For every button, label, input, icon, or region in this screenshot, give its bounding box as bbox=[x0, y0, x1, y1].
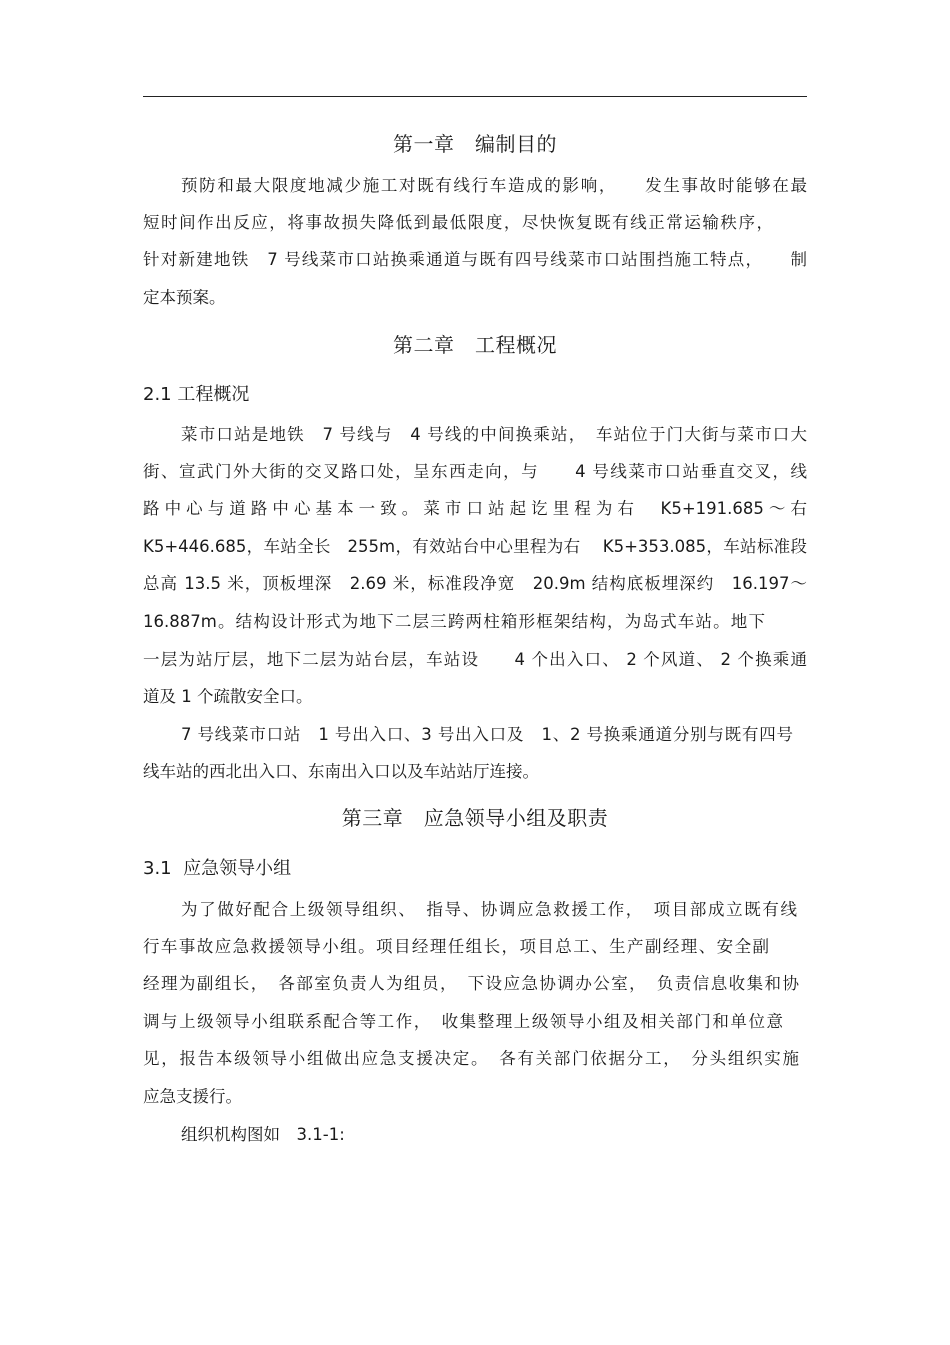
paragraph-line: 菜市口站是地铁 7 号线与 4 号线的中间换乘站， 车站位于门大街与菜市口大 bbox=[181, 425, 807, 444]
chapter-3-title: 第三章 应急领导小组及职责 bbox=[341, 806, 609, 830]
paragraph-line: 见，报告本级领导小组做出应急支援决定。 各有关部门依据分工， 分头组织实施 bbox=[143, 1049, 799, 1068]
header-rule bbox=[143, 96, 807, 97]
chapter-2-title: 第二章 工程概况 bbox=[393, 333, 557, 357]
paragraph-line: 一层为站厅层，地下二层为站台层，车站设 4 个出入口、 2 个风道、 2 个换乘通 bbox=[143, 650, 807, 669]
section-2-1-title: 2.1 工程概况 bbox=[143, 384, 250, 405]
paragraph-line: 道及 1 个疏散安全口。 bbox=[143, 687, 313, 706]
paragraph-line: 应急支援行。 bbox=[143, 1087, 242, 1106]
paragraph-line: 总高 13.5 米，顶板埋深 2.69 米，标准段净宽 20.9m 结构底板埋深约 16.197～ bbox=[143, 574, 807, 593]
section-3-1-title: 3.1 应急领导小组 bbox=[143, 858, 292, 879]
paragraph-line: 调与上级领导小组联系配合等工作， 收集整理上级领导小组及相关部门和单位意 bbox=[143, 1012, 783, 1031]
paragraph-line: 经理为副组长， 各部室负责人为组员， 下设应急协调办公室， 负责信息收集和协 bbox=[143, 974, 799, 993]
paragraph-line: 街、宣武门外大街的交叉路口处，呈东西走向，与 4 号线菜市口站垂直交叉，线 bbox=[143, 462, 807, 481]
paragraph-line: 7 号线菜市口站 1 号出入口、3 号出入口及 1、2 号换乘通道分别与既有四号 bbox=[181, 725, 793, 744]
paragraph-line: 组织机构图如 3.1-1: bbox=[181, 1125, 345, 1144]
paragraph-line: 线车站的西北出入口、东南出入口以及车站站厅连接。 bbox=[143, 762, 539, 781]
paragraph-line: 短时间作出反应，将事故损失降低到最低限度，尽快恢复既有线正常运输秩序， bbox=[143, 213, 773, 232]
paragraph-line: 预防和最大限度地减少施工对既有线行车造成的影响， 发生事故时能够在最 bbox=[181, 176, 807, 195]
paragraph-line: 路中心与道路中心基本一致。菜市口站起讫里程为右 K5+191.685～右 bbox=[143, 499, 807, 518]
paragraph-line: 为了做好配合上级领导组织、 指导、协调应急救援工作， 项目部成立既有线 bbox=[181, 900, 797, 919]
paragraph-line: 行车事故应急救援领导小组。项目经理任组长，项目总工、生产副经理、安全副 bbox=[143, 937, 769, 956]
paragraph-line: 定本预案。 bbox=[143, 288, 226, 307]
chapter-1-title: 第一章 编制目的 bbox=[393, 132, 557, 156]
paragraph-line: K5+446.685，车站全长 255m，有效站台中心里程为右 K5+353.085，车站标准段 bbox=[143, 537, 807, 556]
paragraph-line: 针对新建地铁 7 号线菜市口站换乘通道与既有四号线菜市口站围挡施工特点， 制 bbox=[143, 250, 807, 269]
paragraph-line: 16.887m。结构设计形式为地下二层三跨两柱箱形框架结构，为岛式车站。地下 bbox=[143, 612, 765, 631]
